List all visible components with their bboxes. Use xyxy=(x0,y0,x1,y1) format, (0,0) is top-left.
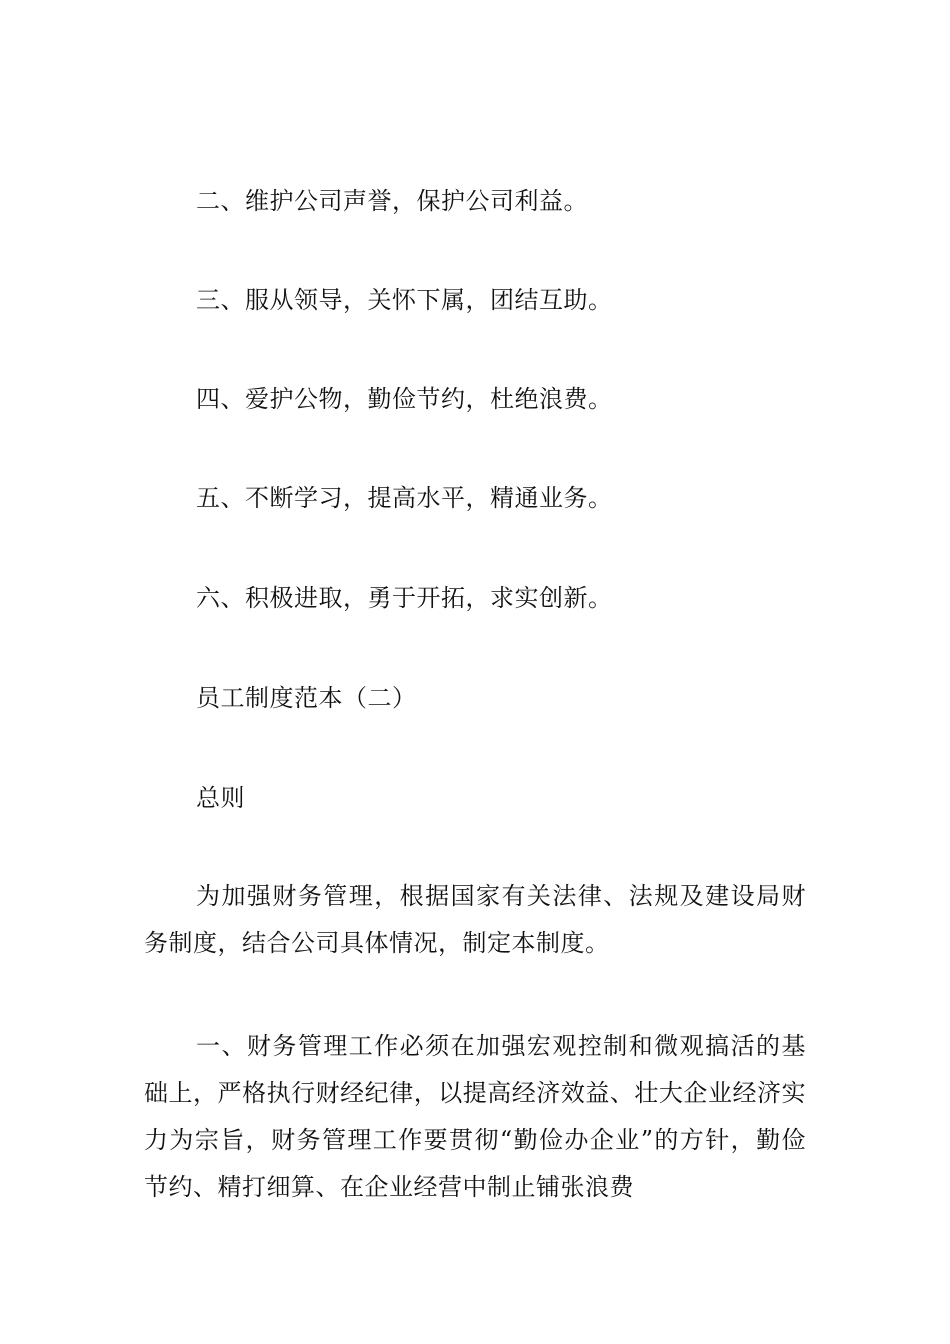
list-item: 四、爱护公物，勤俭节约，杜绝浪费。 xyxy=(196,385,613,413)
body-paragraph: 为加强财务管理，根据国家有关法律、法规及建设局财务制度，结合公司具体情况，制定本制度。 xyxy=(144,882,806,957)
subsection-title: 总则 xyxy=(196,784,245,812)
body-paragraph: 一、财务管理工作必须在加强宏观控制和微观搞活的基础上，严格执行财经纪律，以提高经济效益、壮大企业经济实力为宗旨，财务管理工作要贯彻“勤俭办企业”的方针，勤俭节约、精打细算、在企业经营中制止铺张浪费 xyxy=(144,1032,806,1201)
list-item: 五、不断学习，提高水平，精通业务。 xyxy=(196,484,613,512)
list-item: 二、维护公司声誉，保护公司利益。 xyxy=(196,187,588,215)
list-item: 三、服从领导，关怀下属，团结互助。 xyxy=(196,286,613,314)
section-title: 员工制度范本（二） xyxy=(196,684,417,712)
list-item: 六、积极进取，勇于开拓，求实创新。 xyxy=(196,584,613,612)
